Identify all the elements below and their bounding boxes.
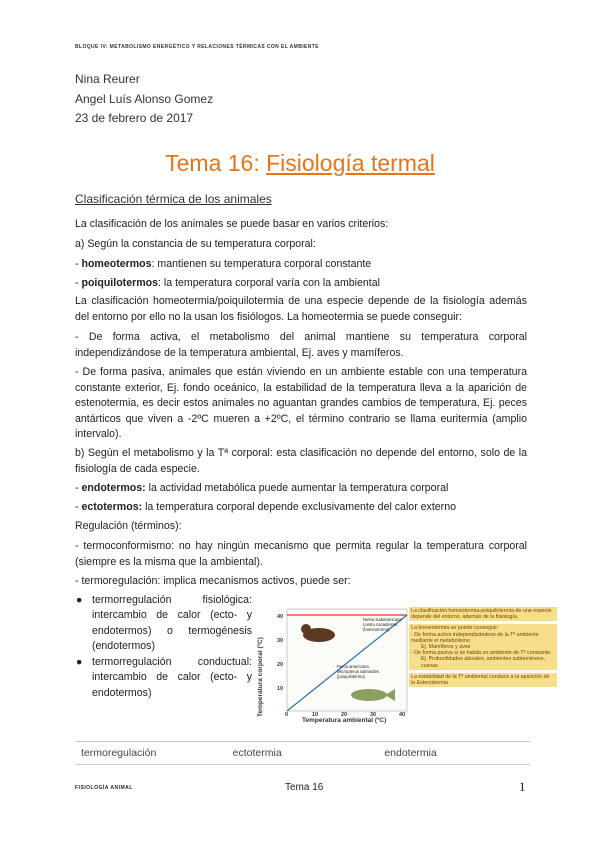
section-heading: Clasificación térmica de los animales [75,192,272,206]
bullet-fisiologica [76,593,252,655]
criterion-b: b) Según el metabolismo y la Tª corporal: esta clasificación no depende del entorno, solo de la fisiología de cada especie. [75,447,527,475]
otter-type: (homeotermo) [363,627,390,632]
bullet-conductual [76,655,252,701]
y-tick: 10 [277,686,284,692]
poiquilotermos-item: - poiquilotermos: la temperatura corporal varía con la ambiental [75,277,380,289]
thermal-figure [257,605,557,725]
endotermos-item: - endotermos: la actividad metabólica puede aumentar la temperatura corporal [75,482,449,494]
bullet-dot-icon: ● [76,594,83,606]
criterion-a: a) Según la constancia de su temperatura corporal: [75,238,316,250]
ectotermos-def: la temperatura corporal depende exclusivamente del calor externo [142,501,456,513]
page-title [0,150,600,177]
fish-label: Perca americana [337,664,369,669]
terms-table [75,741,530,765]
figure-note-2 [409,624,557,669]
x-tick: 20 [341,712,348,718]
otter-species: Lontra canadensis [363,622,398,627]
table-cell: endotermia [378,742,530,765]
document-date: 23 de febrero de 2017 [75,111,194,125]
x-tick: 10 [312,712,319,718]
x-tick: 40 [399,712,406,718]
endotermos-def: la actividad metabólica puede aumentar la temperatura corporal [145,482,449,494]
table-cell: ectotermia [227,742,379,765]
bullet-dot-icon: ● [76,656,83,668]
x-axis-label: Temperatura ambiental (ºC) [302,717,387,724]
title-topic: Tema 16 [165,150,254,176]
termoconformismo-item: - termoconformismo: no hay ningún mecanismo que permita regular la temperatura corporal (siempre es la misma que la ambiental). [75,540,527,568]
figure-note-3: La estabilidad de la Tª ambiental conduce a la aparición de la Estenotermia [409,673,557,687]
x-tick: 30 [370,712,377,718]
bullet-fisiologica-text: termorregulación fisiológica: intercambio de calor (ecto- y endotermos) o termogénesis (endotermos) [92,594,252,653]
homeotermos-term: homeotermos [81,258,152,270]
fish-type: (poiquilotermo) [337,674,365,679]
endotermos-term: endotermos: [81,482,146,494]
forma-activa-item: - De forma activa, el metabolismo del animal mantiene su temperatura corporal independizándose de la temperatura ambiental, Ej. aves y mamíferos. [75,331,527,359]
y-tick: 20 [277,662,284,668]
termoregulacion-item: - termoregulación: implica mecanismos activos, puede ser: [75,575,351,587]
y-tick: 40 [277,614,284,620]
poiquilotermos-def: : la temperatura corporal varía con la ambiental [158,277,380,289]
poiquilotermos-term: poiquilotermos [81,277,158,289]
otter-head-icon [301,624,311,634]
bullet-conductual-text: termorregulación conductual: intercambio de calor (ecto- y endotermos) [92,656,252,699]
regulation-heading: Regulación (términos): [75,520,182,532]
table-row [75,742,530,765]
forma-pasiva-item: - De forma pasiva, animales que están viviendo en un ambiente estable con una temperatura constante exterior, Ej. fondo oceánico, la estabilidad de la temperatura lleva a la aparición de estenotermia, es decir estos animales no aguantan grandes cambios de temperatura, Ej. peces antárticos que viven a -2ºC mueren a +2ºC, el término contrario se llama euritermia (amplio intervalo). [75,366,527,441]
title-main: Fisiología termal [266,150,435,176]
footer-topic: Tema 16 [285,782,324,793]
ectotermos-item: - ectotermos: la temperatura corporal depende exclusivamente del calor externo [75,501,456,513]
page-number: 1 [519,779,526,794]
author-1: Nina Reurer [75,72,140,86]
footer-subject: FISIOLOGÍA ANIMAL [75,785,133,791]
intro-text: La clasificación de los animales se puede basar en varios criterios: [75,218,389,230]
note2-line1: - De forma activa independizándose de la Tª ambiente mediante el metabolismo [411,631,539,644]
y-tick: 30 [277,638,284,644]
table-cell: termoregulación [75,742,227,765]
paragraph-classification: La clasificación homeotermia/poiquilotermia de una especie depende de la fisiología además del entorno por ello no la usan los fisiólogos. La homeotermia se puede conseguir: [75,295,527,323]
x-tick: 0 [285,712,289,718]
figure-note-1: La clasificación homeotermia-poiquilotermia de una especie depende del entorno, además de la fisiología. [409,607,557,621]
author-2: Angel Luís Alonso Gomez [75,92,214,106]
note2-line3: - De forma pasiva si se habita un ambiente de Tª constante. [411,650,552,657]
otter-label: Nutria sudamericana [363,617,402,622]
y-axis-label: Temperatura corporal (ºC) [257,637,264,717]
title-separator: : [253,150,267,176]
note2-title: La homeotermia se puede conseguir: [411,625,499,632]
homeotermos-item: - homeotermos: mantienen su temperatura corporal constante [75,258,372,270]
note2-line2: Ej. Mamíferos y aves [421,644,471,651]
running-header: BLOQUE IV: METABOLISMO ENERGÉTICO Y RELACIONES TÉRMICAS CON EL AMBIENTE [75,44,319,50]
homeotermos-def: : mantienen su temperatura corporal constante [151,258,372,270]
ectotermos-term: ectotermos: [81,501,143,513]
fish-species: Micropterus salmoides [337,669,379,674]
fish-icon [351,689,387,701]
note2-line4: Ej. Profundidades abisales, ambientes subterráneos, cuevas [421,656,545,669]
